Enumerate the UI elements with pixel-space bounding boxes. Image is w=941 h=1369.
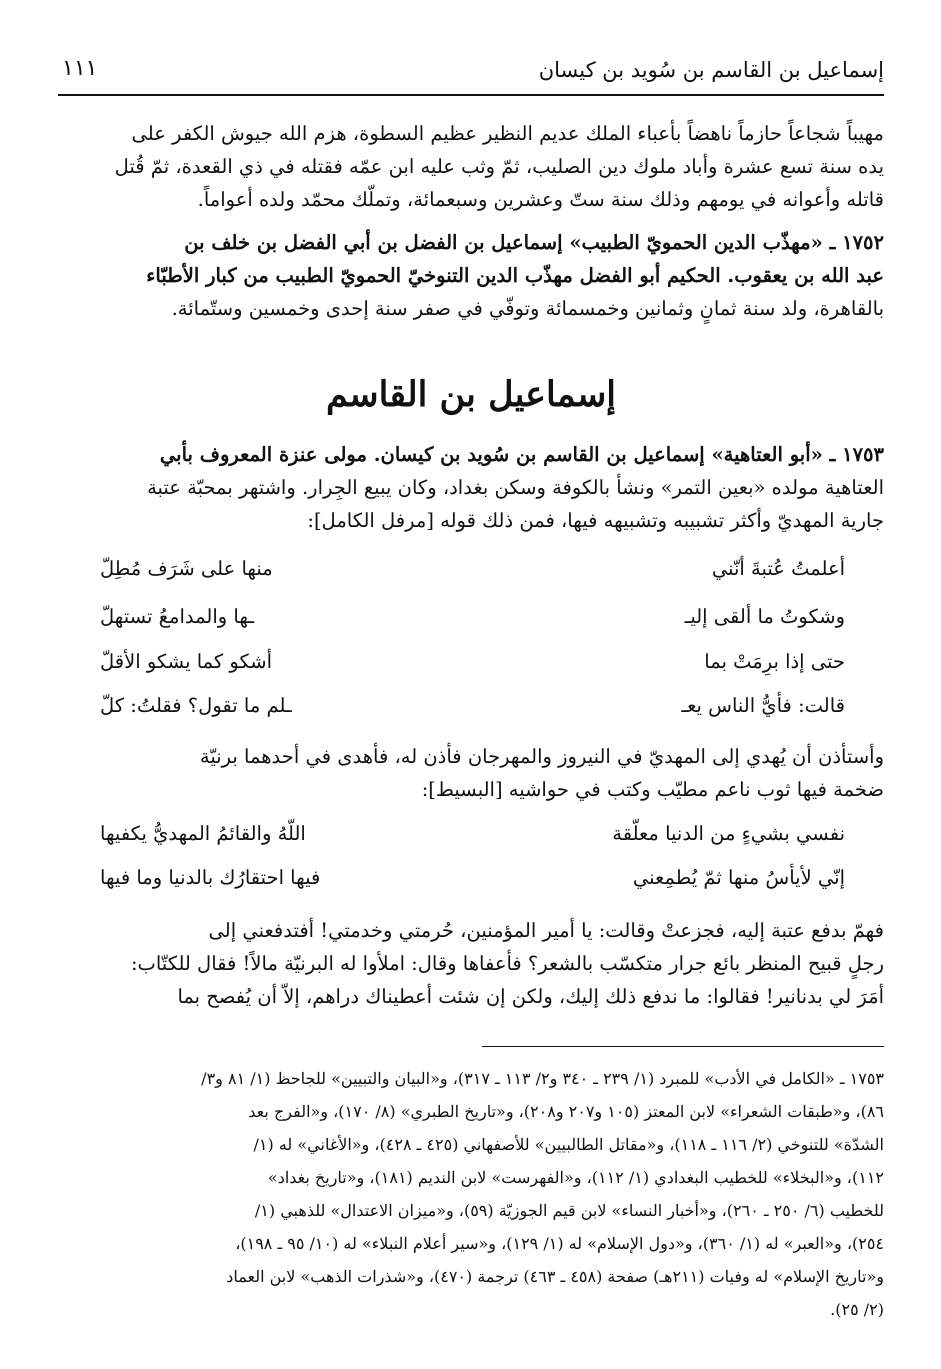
text-line: ١٧٥٢ ـ «مهذّب الدين الحمويّ الطبيب» إسماعيل بن الفضل بن أبي الفضل بن خلف بن (184, 231, 884, 254)
text-line: بالقاهرة، ولد سنة ثمانٍ وثمانين وخمسمائة وتوفّي في صفر سنة إحدى وخمسين وستّمائة. (171, 297, 884, 320)
verse-first-hemistich: حتى إذا برِمَتْ بما (704, 650, 845, 673)
text-line: يده سنة تسع عشرة وأباد ملوك دين الصليب، ثمّ وثب عليه ابن عمّه فقتله في ذي القعدة، ثمّ قُتل (114, 155, 884, 178)
text-line: أمَرَ لي بدنانير! فقالوا: ما ندفع ذلك إليك، ولكن إن شئت أعطيناك دراهم، إلاّ أن يُفصح بما (177, 985, 884, 1008)
verse-first-hemistich: إنّي لأيأسُ منها ثمّ يُطمِعني (632, 866, 845, 889)
verse-second-hemistich: أشكو كما يشكو الأقلّ (100, 650, 272, 673)
footnote-line: (٢/ ٢٥). (830, 1300, 884, 1319)
header-rule (58, 94, 884, 96)
text-line: فهمّ بدفع عتبة إليه، فجزعتْ وقالت: يا أمير المؤمنين، حُرمتي وخدمتي! أفتدفعني إلى (208, 919, 884, 942)
poem-verse (100, 692, 845, 726)
footnote (58, 1062, 884, 1326)
running-title: إسماعيل بن القاسم بن سُويد بن كيسان (538, 58, 884, 82)
text-line: مهيباً شجاعاً حازماً ناهضاً بأعباء الملك عديم النظير عظيم السطوة، هزم الله جيوش الكفر على (131, 122, 884, 145)
verse-first-hemistich: وشكوتُ ما ألقى إليـ (684, 605, 845, 628)
poem-verse (100, 820, 845, 854)
text-line: ضخمة فيها ثوب ناعم مطيّب وكتب في حواشيه [البسيط]: (421, 778, 884, 801)
entry-1752 (58, 226, 884, 325)
text-line: ١٧٥٣ ـ «أبو العتاهية» إسماعيل بن القاسم بن سُويد بن كيسان. مولى عنزة المعروف بأبي (159, 443, 884, 466)
verse-second-hemistich: فيها احتقارُك بالدنيا وما فيها (100, 866, 321, 889)
footnote-line: ٨٦)، و«طبقات الشعراء» لابن المعتز (١٠٥ و٢٠٧ و٢٠٨)، و«تاريخ الطبري» (٨/ ١٧٠)، و«الفرج بعد (248, 1102, 884, 1121)
paragraph-gift (58, 740, 884, 806)
verse-first-hemistich: نفسي بشيءٍ من الدنيا معلّقة (612, 822, 845, 845)
footnote-line: ٢٥٤)، و«العبر» له (١/ ٣٦٠)، و«دول الإسلام» له (١/ ١٢٩)، و«سير أعلام النبلاء» له (١٠/ ٩٥ ـ ١٩٨)، (235, 1234, 884, 1253)
footnote-line: للخطيب (٦/ ٢٥٠ ـ ٢٦٠)، و«أخبار النساء» لابن قيم الجوزيّة (٥٩)، و«ميزان الاعتدال» للذهبي (١/ (254, 1201, 884, 1220)
section-title: إسماعيل بن القاسم (325, 374, 617, 415)
text-line: عبد الله بن يعقوب. الحكيم أبو الفضل مهذّب الدين التنوخيّ الحمويّ الطبيب من كبار الأطبّاء (146, 264, 884, 287)
paragraph-utba (58, 914, 884, 1013)
paragraph-continuation (58, 117, 884, 216)
footnote-line: و«تاريخ الإسلام» له وفيات (٢١١هـ) صفحة (٤٥٨ ـ ٤٦٣) ترجمة (٤٧٠)، و«شذرات الذهب» لابن العماد (226, 1267, 884, 1286)
entry-1753 (58, 438, 884, 537)
verse-second-hemistich: منها على شَرَف مُطِلّ (100, 557, 273, 580)
text-line: جارية المهديّ وأكثر تشبيبه وتشبيهه فيها، فمن ذلك قوله [مرفل الكامل]: (307, 509, 884, 532)
poem-verse (100, 555, 845, 589)
footnote-line: الشدّة» للتنوخي (٢/ ١١٦ ـ ١١٨)، و«مقاتل الطالبيين» للأصفهاني (٤٢٥ ـ ٤٢٨)، و«الأغاني» له (١/ (253, 1135, 884, 1154)
footnote-line: ١١٢)، و«البخلاء» للخطيب البغدادي (١/ ١١٢)، و«الفهرست» لابن النديم (١٨١)، و«تاريخ بغداد» (267, 1168, 884, 1187)
text-line: قاتله وأعوانه في يومهم وذلك سنة ستّ وعشرين وسبعمائة، وتملّك محمّد ولده أعواماً. (197, 188, 884, 211)
verse-first-hemistich: قالت: فأيُّ الناس يعـ (681, 694, 845, 717)
poem-verse (100, 648, 845, 682)
verse-second-hemistich: اللّهُ والقائمُ المهديُّ يكفيها (100, 822, 306, 845)
text-line: رجلٍ قبيح المنظر بائع جرار متكسّب بالشعر؟ فأعفاها وقال: املأوا له البرنيّة مالاً! فقال للكتّاب: (130, 952, 884, 975)
verse-second-hemistich: ـها والمدامعُ تستهلّ (100, 605, 255, 628)
verse-first-hemistich: أعلمتُ عُتبةَ أنّني (711, 557, 845, 580)
poem-verse (100, 864, 845, 898)
footnote-line: ١٧٥٣ ـ «الكامل في الأدب» للمبرد (١/ ٢٣٩ ـ ٣٤٠ و٢/ ١١٣ ـ ٣١٧)، و«البيان والتبيين» للجاحظ (١/ ٨١ و٣/ (201, 1069, 884, 1088)
verse-second-hemistich: ـلم ما تقول؟ فقلتُ: كلّ (100, 694, 292, 717)
text-line: وأستأذن أن يُهدي إلى المهديّ في النيروز والمهرجان فأذن له، فأهدى في أحدهما برنيّة (199, 745, 884, 768)
poem-verse (100, 603, 845, 637)
page-number: ١١١ (62, 56, 98, 81)
page-header (58, 52, 884, 92)
footnote-rule (482, 1046, 884, 1047)
text-line: العتاهية مولده «بعين التمر» ونشأ بالكوفة وسكن بغداد، وكان يبيع الجِرار. واشتهر بمحبّة عتبة (147, 476, 884, 499)
